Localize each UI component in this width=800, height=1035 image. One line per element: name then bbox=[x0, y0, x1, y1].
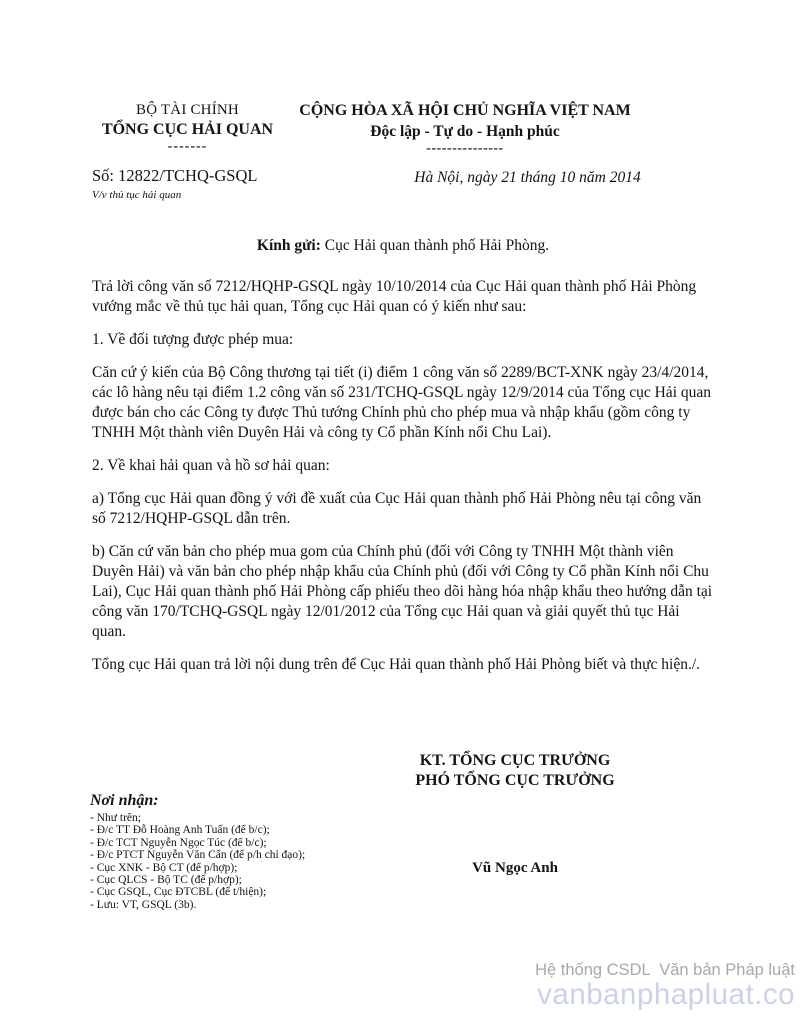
section-heading-2: 2. Về khai hải quan và hồ sơ hải quan: bbox=[92, 457, 330, 474]
national-motto: Độc lập - Tự do - Hạnh phúc bbox=[370, 123, 560, 140]
cc-item: - Cục QLCS - Bộ TC (để p/hợp); bbox=[90, 874, 242, 887]
motto-divider: --------------- bbox=[426, 141, 504, 156]
issuer-divider: ------- bbox=[167, 139, 208, 154]
issuing-agency-block bbox=[90, 101, 285, 154]
watermark-caption: Hệ thống CSDL Văn bản Pháp luật bbox=[535, 961, 795, 979]
national-motto-block bbox=[285, 101, 645, 155]
section-heading-1: 1. Về đối tượng được phép mua: bbox=[92, 331, 294, 348]
cc-list-block bbox=[90, 791, 305, 911]
document-subject: V/v thủ tục hải quan bbox=[92, 189, 182, 201]
paragraph: Trả lời công văn số 7212/HQHP-GSQL ngày 10/10/2014 của Cục Hải quan thành phố Hải Phòng vướng mắc về thủ tục hải quan, Tổng cục Hải quan có ý kiến như sau: bbox=[92, 278, 697, 315]
org-name: TỔNG CỤC HẢI QUAN bbox=[101, 121, 274, 138]
cc-item: - Cục GSQL, Cục ĐTCBL (để t/hiện); bbox=[90, 886, 267, 899]
paragraph: a) Tổng cục Hải quan đồng ý với đề xuất của Cục Hải quan thành phố Hải Phòng nêu tại công văn số 7212/HQHP-GSQL dẫn trên. bbox=[92, 490, 702, 527]
document-body bbox=[92, 236, 714, 688]
paragraph: b) Căn cứ văn bản cho phép mua gom của Chính phủ (đối với Công ty TNHH Một thành viên Duyên Hải) và văn bản cho phép nhập khẩu của Chính phủ (đối với Công ty Cổ phần Kính nổi Chu Lai), Cục Hải quan thành phố Hải Phòng cấp phiếu theo dõi hàng hóa nhập khẩu theo hướng dẫn tại công văn 170/TCHQ-GSQL ngày 12/01/2012 của Tổng cục Hải quan và giải quyết thủ tục Hải quan. bbox=[92, 543, 713, 640]
national-title: CỘNG HÒA XÃ HỘI CHỦ NGHĨA VIỆT NAM bbox=[299, 102, 631, 119]
cc-item: - Đ/c TCT Nguyễn Ngọc Túc (để b/c); bbox=[90, 836, 267, 849]
signature-title-block bbox=[330, 751, 700, 791]
signature-deputy-for: KT. TỔNG CỤC TRƯỞNG bbox=[419, 752, 611, 769]
cc-item: - Như trên; bbox=[90, 812, 141, 824]
cc-item: - Lưu: VT, GSQL (3b). bbox=[90, 898, 197, 911]
place-and-date: Hà Nội, ngày 21 tháng 10 năm 2014 bbox=[414, 169, 641, 186]
parent-org-name: BỘ TÀI CHÍNH bbox=[136, 102, 239, 118]
recipient-line bbox=[92, 236, 714, 256]
site-watermark bbox=[535, 961, 795, 1009]
cc-item: - Đ/c TT Đỗ Hoàng Anh Tuấn (để b/c); bbox=[90, 824, 270, 837]
cc-item: - Đ/c PTCT Nguyễn Văn Cẩn (để p/h chỉ đạo); bbox=[90, 849, 306, 862]
signer-name: Vũ Ngọc Anh bbox=[472, 860, 558, 876]
closing-paragraph: Tổng cục Hải quan trả lời nội dung trên để Cục Hải quan thành phố Hải Phòng biết và thực hiện./. bbox=[92, 656, 701, 673]
signature-title: PHÓ TỔNG CỤC TRƯỞNG bbox=[415, 772, 615, 789]
cc-heading: Nơi nhận: bbox=[90, 792, 159, 809]
watermark-site-name: vanbanphapluat.co bbox=[537, 978, 795, 1011]
cc-item: - Cục XNK - Bộ CT (để p/hợp); bbox=[90, 861, 238, 874]
recipient-value: Cục Hải quan thành phố Hải Phòng. bbox=[324, 237, 550, 254]
document-number: Số: 12822/TCHQ-GSQL bbox=[92, 166, 258, 185]
paragraph: Căn cứ ý kiến của Bộ Công thương tại tiết (i) điểm 1 công văn số 2289/BCT-XNK ngày 23/4/2014, các lô hàng nêu tại điểm 1.2 công văn số 231/TCHQ-GSQL ngày 12/9/2014 của Tổng cục Hải quan được bán cho các Công ty được Thủ tướng Chính phủ cho phép mua và nhập khẩu (gồm công ty TNHH Một thành viên Duyên Hải và công ty Cổ phần Kính nổi Chu Lai). bbox=[92, 364, 712, 441]
recipient-label: Kính gửi: bbox=[256, 237, 321, 254]
